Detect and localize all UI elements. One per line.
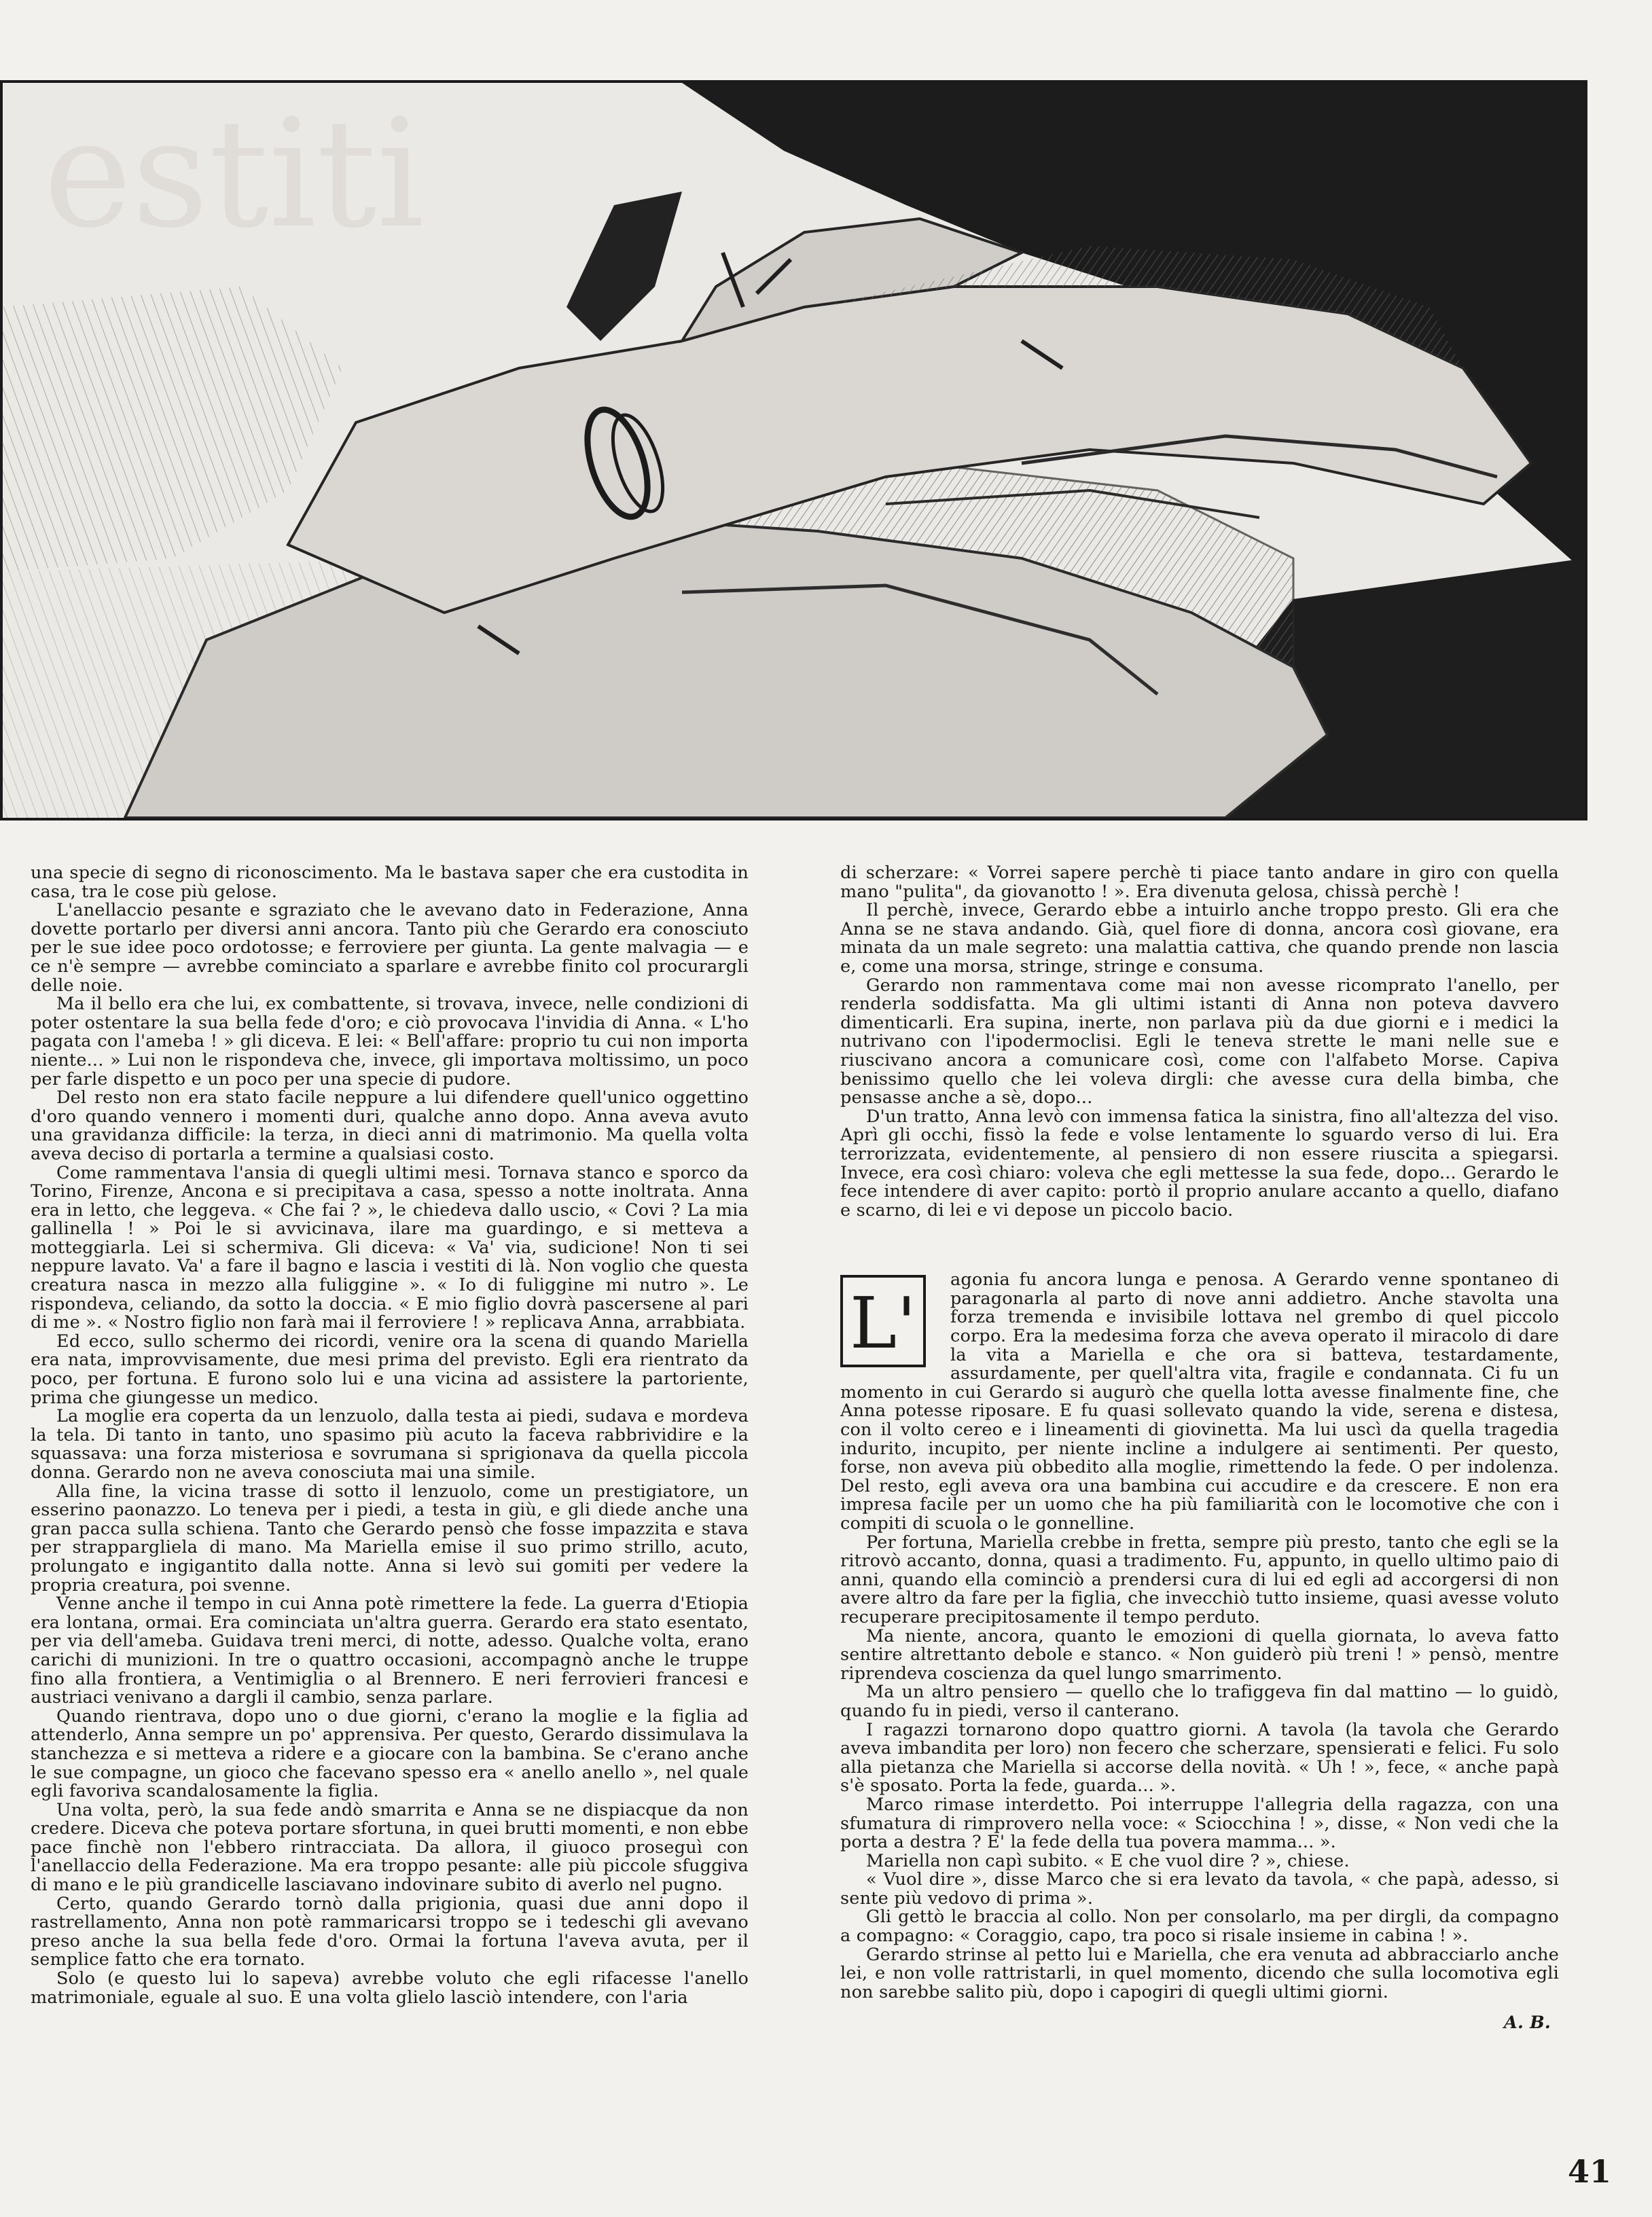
hands-illustration [0, 80, 1587, 821]
paragraph: I ragazzi tornarono dopo quattro giorni. A tavola (la tavola che Gerardo aveva imbandita per loro) non fecero che scherzare, spensierati e felici. Fu solo alla pietanza che Mariella si accorse della novità. « Uh ! », fece, « anche papà s'è sposato. Porta la fede, guarda... ». [840, 1719, 1559, 1797]
paragraph: D'un tratto, Anna levò con immensa fatica la sinistra, fino all'altezza del viso. Aprì gli occhi, fissò la fede e volse lentamente lo sguardo verso di lui. Era terrorizzata, evidentemente, al pensiero di non essere riuscita a spiegarsi. Invece, era così chiaro: voleva che egli mettesse la sua fede, dopo... Gerardo le fece intendere di aver capito: portò il proprio anulare accanto a quello, diafano e scarno, di lei e vi depose un piccolo bacio. [840, 1106, 1559, 1221]
paragraph: Gerardo strinse al petto lui e Mariella, che era venuta ad abbracciarlo anche lei, e non volle rattristarli, in quel momento, dicendo che sulla locomotiva egli non sarebbe salito più, dopo i capogiri di quegli ultimi giorni. [840, 1944, 1559, 2002]
paragraph: Alla fine, la vicina trasse di sotto il lenzuolo, come un prestigiatore, un esserino paonazzo. Lo teneva per i piedi, a testa in giù, e gli diede anche una gran pacca sulla schiena. Tanto che Gerardo pensò che fosse impazzita e stava per strappargliela di mano. Ma Mariella emise il suo primo strillo, acuto, prolungato e ingigantito dalla notte. Anna si levò sui gomiti per vedere la propria creatura, poi svenne. [31, 1481, 749, 1596]
drop-cap: L' [840, 1275, 926, 1367]
paragraph-text: agonia fu ancora lunga e penosa. A Gerardo venne spontaneo di paragonarla al parto di nove anni addietro. Anche stavolta una forza tremenda e invisibile lottava nel grembo di quel piccolo corpo. Era la medesima forza che aveva operato il miracolo di dare la vita a Mariella e che ora si batteva, testardamente, assurdamente, per quell'altra vita, fragile e condannata. Ci fu un momento in cui Gerardo si augurò che quella lotta avesse finalmente fine, che Anna potesse riposare. E fu quasi sollevato quando la vide, serena e distesa, con il volto cereo e i lineamenti di giovinetta. Ma lui uscì da quella tragedia indurito, incupito, per niente incline a indulgere ai sentimenti. Per questo, forse, non aveva più obbedito alla moglie, rimettendo la fede. O per indolenza. Del resto, egli aveva ora una bambina cui accudire e da crescere. E non era impresa facile per un uomo che ha più familiarità con le locomotive che con i compiti di scuola o le gonnelline. [840, 1269, 1559, 1534]
page-number: 41 [1567, 2153, 1611, 2190]
section-break [840, 1220, 1559, 1271]
article-left-column [31, 864, 749, 2007]
paragraph: Ed ecco, sullo schermo dei ricordi, venire ora la scena di quando Mariella era nata, improvvisamente, due mesi prima del previsto. Egli era rientrato da poco, per fortuna. E furono solo lui e una vicina ad assistere la partoriente, prima che giungesse un medico. [31, 1331, 749, 1408]
paragraph: « Vuol dire », disse Marco che si era levato da tavola, « che papà, adesso, si sente più vedovo di prima ». [840, 1869, 1559, 1909]
paragraph: Ma il bello era che lui, ex combattente, si trovava, invece, nelle condizioni di poter ostentare la sua bella fede d'oro; e ciò provocava l'invidia di Anna. « L'ho pagata con l'ameba ! » gli diceva. E lei: « Bell'affare: proprio tu cui non importa niente... » Lui non le rispondeva che, invece, gli importava moltissimo, un poco per farle dispetto e un poco per una specie di pudore. [31, 994, 749, 1089]
article-right-column [840, 864, 1559, 2033]
faded-title-text: estiti [43, 87, 425, 261]
paragraph: Mariella non capì subito. « E che vuol dire ? », chiese. [866, 1850, 1350, 1871]
paragraph: Gerardo non rammentava come mai non avesse ricomprato l'anello, per renderla soddisfatta. Ma gli ultimi istanti di Anna non poteva davvero dimenticarli. Era supina, inerte, non parlava più da due giorni e i medici la nutrivano con l'ipodermoclisi. Egli le teneva strette le mani nelle sue e riuscivano ancora a comunicare così, come con l'alfabeto Morse. Capiva benissimo quello che lei voleva dirgli: che avesse cura della bimba, che pensasse anche a sè, dopo... [840, 975, 1559, 1108]
paragraph: La moglie era coperta da un lenzuolo, dalla testa ai piedi, sudava e mordeva la tela. Di tanto in tanto, uno spasimo più acuto la faceva rabbrividire e la squassava: una forza misteriosa e sovrumana si sprigionava da quella piccola donna. Gerardo non ne aveva conosciuta mai una simile. [31, 1406, 749, 1483]
paragraph: Certo, quando Gerardo tornò dalla prigionia, quasi due anni dopo il rastrellamento, Anna non potè rammaricarsi troppo se i tedeschi gli avevano preso anche la sua bella fede d'oro. Ormai la fortuna l'aveva avuta, per il semplice fatto che era tornato. [31, 1893, 749, 1970]
paragraph: Ma niente, ancora, quanto le emozioni di quella giornata, lo aveva fatto sentire altrettanto debole e stanco. « Non guiderò più treni ! » pensò, mentre riprendeva coscienza da quel lungo smarrimento. [840, 1625, 1559, 1684]
paragraph: Una volta, però, la sua fede andò smarrita e Anna se ne dispiacque da non credere. Diceva che poteva portare sfortuna, in quei brutti momenti, e non ebbe pace finchè non l'ebbero rintracciata. Da allora, il giuoco proseguì con l'anellaccio della Federazione. Ma era troppo pesante: alle più piccole sfuggiva di mano e le più grandicelle lasciavano indovinare subito di averlo nel pugno. [31, 1799, 749, 1896]
paragraph: Ma un altro pensiero — quello che lo trafiggeva fin dal mattino — lo guidò, quando fu in piedi, verso il canterano. [840, 1682, 1559, 1721]
paragraph: Marco rimase interdetto. Poi interruppe l'allegria della ragazza, con una sfumatura di rimprovero nella voce: « Sciocchina ! », disse, « Non vedi che la porta a destra ? E' la fede della tua povera mamma... ». [840, 1794, 1559, 1853]
paragraph: Quando rientrava, dopo uno o due giorni, c'erano la moglie e la figlia ad attenderlo, Anna sempre un po' apprensiva. Per questo, Gerardo dissimulava la stanchezza e si metteva a ridere e a giocare con la bambina. Se c'erano anche le sue compagne, un gioco che facevano spesso era « anello anello », nel quale egli favoriva scandalosamente la figlia. [31, 1706, 749, 1802]
paragraph-with-drop-cap [840, 1271, 1559, 1533]
paragraph: Per fortuna, Mariella crebbe in fretta, sempre più presto, tanto che egli se la ritrovò accanto, donna, quasi a tradimento. Fu, appunto, in quello ultimo paio di anni, quando ella cominciò a prendersi cura di lui ed egli ad accorgersi di non avere altro da fare per la figlia, che invecchiò tutto insieme, quasi avesse voluto recuperare precipitosamente il tempo perduto. [840, 1532, 1559, 1627]
paragraph: Gli gettò le braccia al collo. Non per consolarlo, ma per dirgli, da compagno a compagno: « Coraggio, capo, tra poco si risale insieme in cabina ! ». [840, 1907, 1559, 1947]
paragraph: Venne anche il tempo in cui Anna potè rimettere la fede. La guerra d'Etiopia era lontana, ormai. Era cominciata un'altra guerra. Gerardo era stato esentato, per via dell'ameba. Guidava treni merci, di notte, adesso. Qualche volta, erano carichi di munizioni. In tre o quattro occasioni, accompagnò anche le truppe fino alla frontiera, a Ventimiglia o al Brennero. E neri ferrovieri francesi e austriaci venivano a dargli il cambio, senza parlare. [31, 1593, 749, 1708]
paragraph: Del resto non era stato facile neppure a lui difendere quell'unico oggettino d'oro quando vennero i momenti duri, qualche anno dopo. Anna aveva avuto una gravidanza difficile: la terza, in dieci anni di matrimonio. Ma quella volta aveva deciso di portarla a termine a qualsiasi costo. [31, 1087, 749, 1164]
hands-with-wedding-ring-icon [3, 83, 1585, 818]
paragraph: una specie di segno di riconoscimento. Ma le bastava saper che era custodita in casa, tra le cose più gelose. [31, 863, 749, 902]
author-signature: A. B. [1504, 2013, 1551, 2034]
paragraph: Come rammentava l'ansia di quegli ultimi mesi. Tornava stanco e sporco da Torino, Firenze, Ancona e si precipitava a casa, spesso a notte inoltrata. Anna era in letto, che leggeva. « Che fai ? », le chiedeva dallo uscio, « Covi ? La mia gallinella ! » Poi le si avvicinava, ilare ma guardingo, e si metteva a motteggiarla. Lei si schermiva. Gli diceva: « Va' via, sudicione! Non ti sei neppure lavato. Va' a fare il bagno e lascia i vestiti di là. Non voglio che questa creatura nasca in mezzo alla fuliggine ». « Io di fuliggine mi nutro ». Le rispondeva, celiando, da sotto la doccia. « E mio figlio dovrà pascersene al pari di me ». « Nostro figlio non farà mai il ferroviere ! » replicava Anna, arrabbiata. [31, 1162, 749, 1333]
paragraph: Il perchè, invece, Gerardo ebbe a intuirlo anche troppo presto. Gli era che Anna se ne stava andando. Già, quel fiore di donna, ancora così giovane, era minata da un male segreto: una malattia cattiva, che quando prende non lascia e, come una morsa, stringe, stringe e consuma. [840, 900, 1559, 977]
paragraph: di scherzare: « Vorrei sapere perchè ti piace tanto andare in giro con quella mano "pulita", da giovanotto ! ». Era divenuta gelosa, chissà perchè ! [840, 863, 1559, 902]
paragraph: L'anellaccio pesante e sgraziato che le avevano dato in Federazione, Anna dovette portarlo per diversi anni ancora. Tanto più che Gerardo era conosciuto per le sue idee poco ordotosse; e ferroviere per giunta. La gente malvagia — e ce n'è sempre — avrebbe cominciato a sparlare e avrebbe finito col procurargli delle noie. [31, 900, 749, 996]
paragraph: Solo (e questo lui lo sapeva) avrebbe voluto che egli rifacesse l'anello matrimoniale, eguale al suo. E una volta glielo lasciò intendere, con l'aria [31, 1968, 749, 2008]
